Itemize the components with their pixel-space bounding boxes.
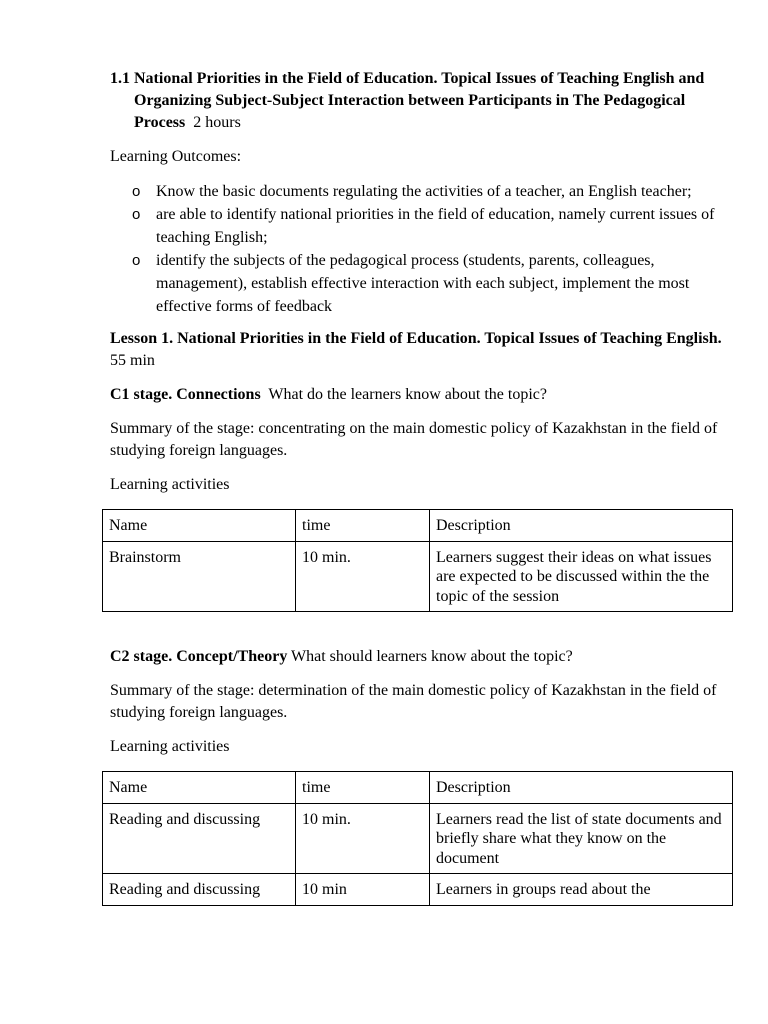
stage-title: C2 stage. Concept/Theory — [110, 648, 288, 665]
bullet-icon: o — [132, 183, 141, 200]
stage-question: What do the learners know about the topic? — [268, 386, 547, 403]
stage-title: C1 stage. Connections — [110, 386, 261, 403]
cell-time: 10 min. — [296, 803, 430, 874]
lesson-heading — [110, 328, 725, 372]
section-title: National Priorities in the Field of Education. Topical Issues of Teaching English and Organizing Subject-Subject Interaction between Participants in The Pedagogical Process — [134, 70, 705, 131]
document-page — [110, 68, 725, 906]
lesson-title: Lesson 1. National Priorities in the Field of Education. Topical Issues of Teaching English. — [110, 330, 722, 347]
outcomes-list — [110, 180, 725, 318]
outcome-item: o Know the basic documents regulating the activities of a teacher, an English teacher; — [156, 180, 725, 203]
header-name: Name — [103, 772, 296, 804]
cell-description: Learners suggest their ideas on what issues are expected to be discussed within the the topic of the session — [430, 541, 733, 612]
activities-table-c2 — [102, 771, 733, 906]
outcome-item: o identify the subjects of the pedagogical process (students, parents, colleagues, management), establish effective interaction with each subject, implement the most effective forms of feedback — [156, 249, 725, 318]
header-description: Description — [430, 510, 733, 542]
section-heading — [110, 68, 725, 134]
stage-question: What should learners know about the topic? — [291, 648, 573, 665]
header-time: time — [296, 510, 430, 542]
section-number: 1.1 — [110, 70, 130, 87]
lesson-duration: 55 min — [110, 352, 155, 369]
header-name: Name — [103, 510, 296, 542]
bullet-icon: o — [132, 252, 141, 269]
stage-heading-c2 — [110, 646, 725, 668]
header-time: time — [296, 772, 430, 804]
stage-summary: Summary of the stage: concentrating on the main domestic policy of Kazakhstan in the field of studying foreign languages. — [110, 420, 718, 459]
stage-heading-c1 — [110, 384, 725, 406]
cell-description: Learners read the list of state documents and briefly share what they know on the document — [430, 803, 733, 874]
cell-description: Learners in groups read about the — [430, 874, 733, 906]
bullet-icon: o — [132, 206, 141, 223]
table-header-row — [103, 772, 733, 804]
outcomes-label: Learning Outcomes: — [110, 148, 242, 165]
section-duration: 2 hours — [193, 114, 241, 131]
activities-label: Learning activities — [110, 476, 230, 493]
table-header-row — [103, 510, 733, 542]
header-description: Description — [430, 772, 733, 804]
cell-time: 10 min — [296, 874, 430, 906]
cell-name: Reading and discussing — [103, 803, 296, 874]
activities-label: Learning activities — [110, 738, 230, 755]
table-row — [103, 541, 733, 612]
stage-summary: Summary of the stage: determination of the main domestic policy of Kazakhstan in the field of studying foreign languages. — [110, 682, 717, 721]
activities-table-c1 — [102, 509, 733, 612]
cell-time: 10 min. — [296, 541, 430, 612]
cell-name: Brainstorm — [103, 541, 296, 612]
table-row — [103, 803, 733, 874]
table-row — [103, 874, 733, 906]
cell-name: Reading and discussing — [103, 874, 296, 906]
spacer — [110, 612, 725, 646]
outcome-item: o are able to identify national priorities in the field of education, namely current issues of teaching English; — [156, 203, 725, 249]
